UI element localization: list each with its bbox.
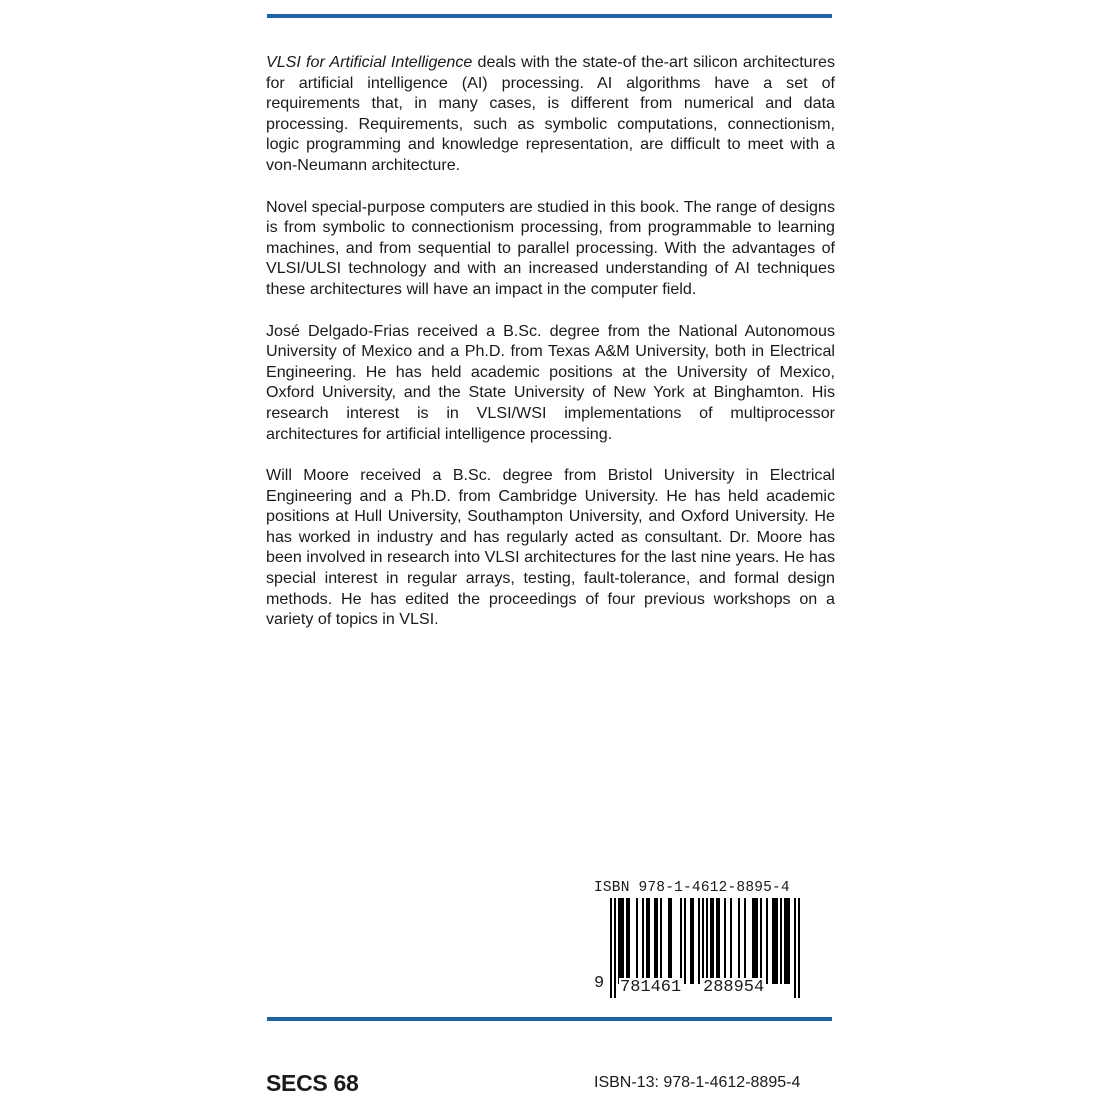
description-text: deals with the state-of the-art silicon architectures for artificial intelligence (AI) processing. AI algorithms have a set of requirements that, in many cases, is different from numerical and data processing. Requirements, such as symbolic computations, connectionism, logic programming and knowledge representation, are difficult to meet with a von-Neumann architecture.: [266, 53, 835, 174]
isbn13-label: ISBN-13: 978-1-4612-8895-4: [594, 1074, 801, 1091]
barcode-bar: [710, 898, 714, 984]
barcode-bar: [668, 898, 672, 984]
barcode-bar: [724, 898, 726, 984]
barcode-bar: [760, 898, 762, 984]
barcode-bar: [716, 898, 720, 984]
barcode-bar: [646, 898, 650, 984]
back-cover-text: [266, 52, 835, 651]
barcode-bar: [636, 898, 638, 984]
barcode-digit-first: 9: [594, 974, 605, 993]
barcode-bar: [654, 898, 658, 984]
barcode-isbn-label: ISBN 978-1-4612-8895-4: [594, 880, 790, 896]
barcode-bar: [660, 898, 662, 984]
isbn-barcode: [594, 880, 814, 1005]
barcode-digits-right: 288954: [703, 978, 765, 997]
barcode-bar: [772, 898, 778, 984]
barcode-bar: [690, 898, 694, 984]
paragraph-author-moore: Will Moore received a B.Sc. degree from Bristol University in Electrical Engineering and a Ph.D. from Cambridge University. He has held academic positions at Hull University, Southampton University, and Oxford University. He has worked in industry and has regularly acted as consultant. Dr. Moore has been involved in research into VLSI architectures for the last nine years. He has special interest in regular arrays, testing, fault-tolerance, and formal design methods. He has edited the proceedings of four previous workshops on a variety of topics in VLSI.: [266, 466, 835, 629]
barcode-bar: [626, 898, 630, 984]
paragraph-book-description: [266, 52, 835, 176]
barcode-bar: [780, 898, 782, 984]
barcode-bar: [738, 898, 740, 984]
paragraph-book-scope: Novel special-purpose computers are studied in this book. The range of designs is from symbolic to connectionism processing, from programmable to learning machines, and from sequential to parallel processing. With the advantages of VLSI/ULSI technology and with an increased understanding of AI techniques these architectures will have an impact in the computer field.: [266, 197, 835, 298]
barcode-guard-bar: [798, 898, 800, 998]
barcode-bar: [642, 898, 644, 984]
barcode-bar: [766, 898, 768, 984]
barcode-digits-left: 781461: [620, 978, 682, 997]
barcode-bar: [784, 898, 790, 984]
top-rule: [267, 14, 832, 18]
barcode-bar: [752, 898, 758, 984]
series-label: SECS 68: [266, 1070, 359, 1096]
barcode-bar: [698, 898, 700, 984]
barcode-bar: [730, 898, 732, 984]
barcode-bar: [744, 898, 746, 984]
barcode-guard-bar: [610, 898, 612, 998]
bottom-rule: [267, 1017, 832, 1021]
barcode-bar: [618, 898, 624, 984]
book-title: VLSI for Artificial Intelligence: [266, 53, 473, 71]
barcode-guard-bar: [614, 898, 616, 998]
barcode-guard-bar: [794, 898, 796, 998]
barcode-bar: [684, 898, 686, 984]
barcode-bar: [680, 898, 682, 984]
paragraph-author-delgado-frias: José Delgado-Frias received a B.Sc. degree from the National Autonomous University of Mexico and a Ph.D. from Texas A&M University, both in Electrical Engineering. He has held academic positions at the University of Mexico, Oxford University, and the State University of New York at Binghamton. His research interest is in VLSI/WSI implementations of multiprocessor architectures for artificial intelligence processing.: [266, 321, 835, 443]
